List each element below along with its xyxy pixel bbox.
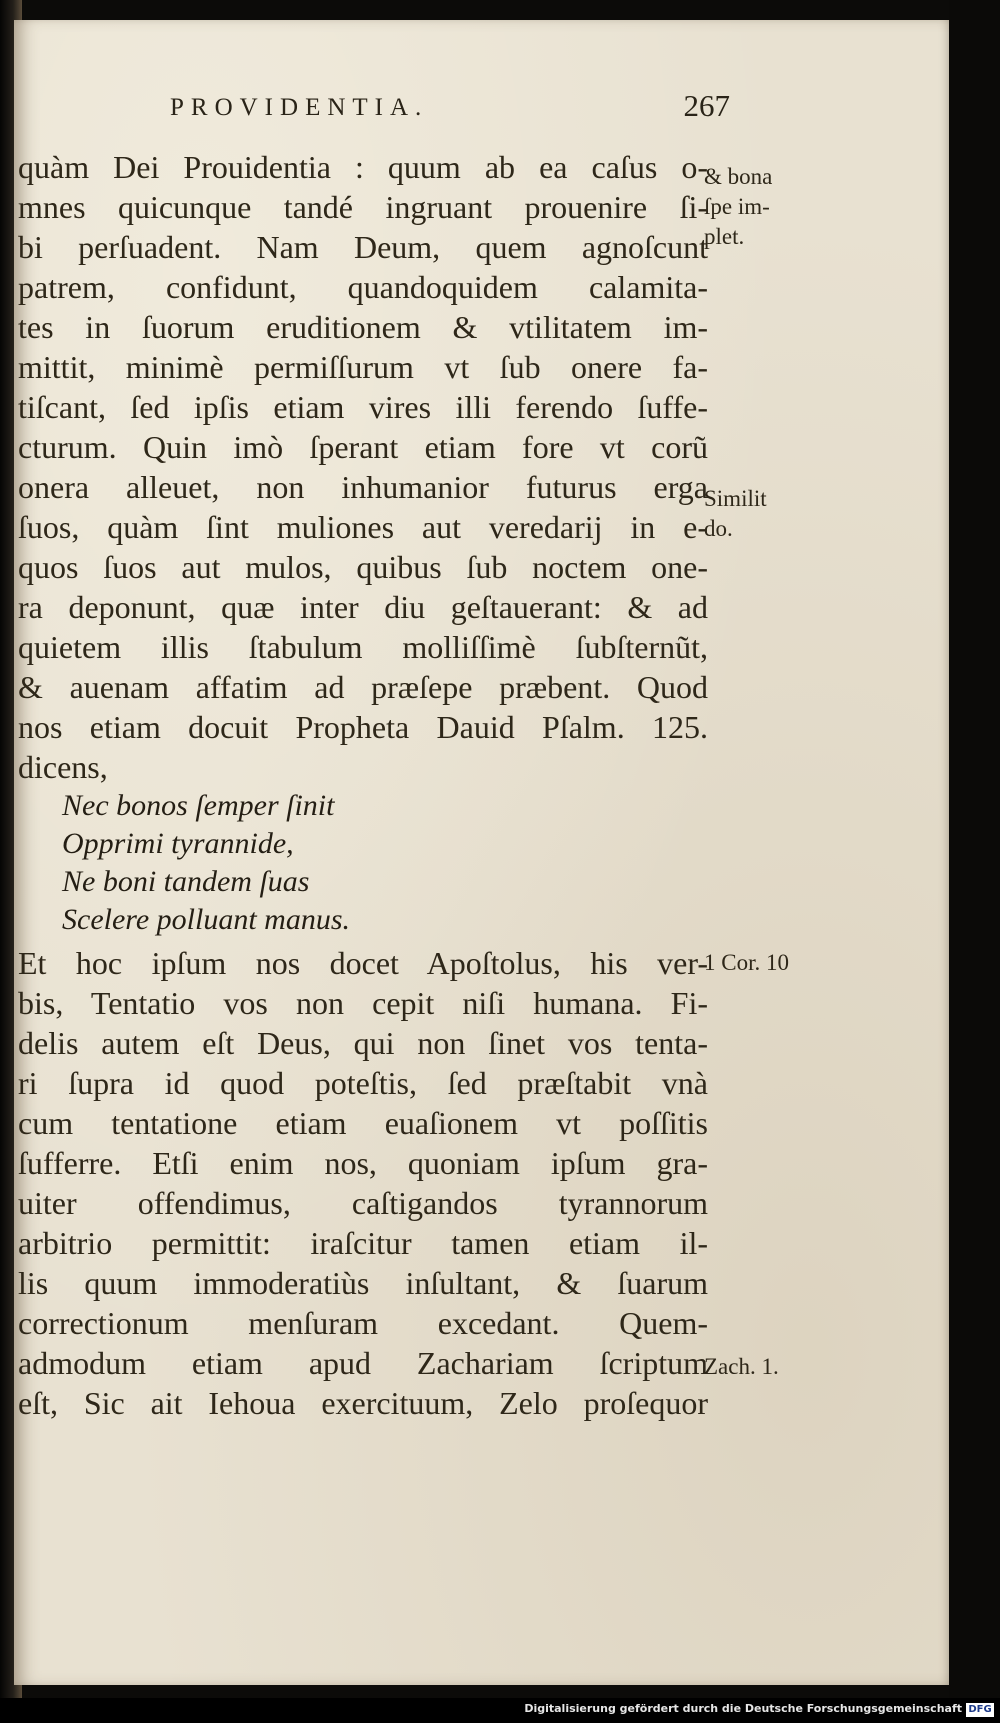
- page-header: [170, 88, 730, 134]
- text-line: Et hoc ipſum nos docet Apoſtolus, his ver-: [18, 945, 708, 981]
- marginal-note-line: do.: [704, 516, 733, 541]
- text-line: tiſcant, ſed ipſis etiam vires illi ferendo ſuffe-: [18, 389, 708, 425]
- marginal-note: [704, 484, 814, 544]
- text-line: ſufferre. Etſi enim nos, quoniam ipſum gra-: [18, 1145, 708, 1181]
- text-line: mittit, minimè permiſſurum vt ſub onere fa-: [18, 349, 708, 385]
- text-line: admodum etiam apud Zachariam ſcriptum: [18, 1345, 708, 1381]
- funding-credit: Digitalisierung gefördert durch die Deutsche Forschungsgemeinschaft: [524, 1702, 962, 1715]
- text-line: arbitrio permittit: iraſcitur tamen etiam il-: [18, 1225, 708, 1261]
- verse-line: Scelere polluant manus.: [62, 903, 351, 936]
- marginal-note: [704, 1352, 814, 1382]
- text-line: eſt, Sic ait Iehoua exercituum, Zelo proſequor: [18, 1385, 708, 1421]
- text-line: & auenam affatim ad præſepe præbent. Quod: [18, 669, 708, 705]
- text-line: cturum. Quin imò ſperant etiam fore vt corũ: [18, 429, 708, 465]
- marginal-note-line: plet.: [704, 224, 745, 249]
- text-line: ra deponunt, quæ inter diu geſtauerant: & ad: [18, 589, 708, 625]
- text-line: uiter offendimus, caſtigandos tyrannorum: [18, 1185, 708, 1221]
- text-line: ſuos, quàm ſint muliones aut veredarij in e-: [18, 509, 708, 545]
- text-line: quos ſuos aut mulos, quibus ſub noctem one-: [18, 549, 708, 585]
- text-line: onera alleuet, non inhumanior futurus erga: [18, 469, 708, 505]
- digitization-footer: [0, 1698, 1000, 1723]
- text-line: quietem illis ſtabulum molliſſimè ſubſternũt,: [18, 629, 708, 665]
- text-line: cum tentatione etiam euaſionem vt poſſitis: [18, 1105, 708, 1141]
- verse-line: Nec bonos ſemper ſinit: [62, 789, 335, 822]
- text-line: bi perſuadent. Nam Deum, quem agnoſcunt: [18, 229, 708, 265]
- text-line: tes in ſuorum eruditionem & vtilitatem im-: [18, 309, 708, 345]
- marginal-note-line: & bona: [704, 164, 773, 189]
- running-head: PROVIDENTIA.: [170, 94, 429, 121]
- dfg-logo: DFG: [966, 1703, 994, 1717]
- marginal-note-line: Zach. 1.: [704, 1354, 779, 1379]
- verse-line: Opprimi tyrannide,: [62, 827, 294, 860]
- marginal-note: [704, 162, 814, 252]
- text-line: nos etiam docuit Propheta Dauid Pſalm. 125.: [18, 709, 708, 745]
- verse-line: Ne boni tandem ſuas: [62, 865, 310, 898]
- text-line: bis, Tentatio vos non cepit niſi humana. Fi-: [18, 985, 708, 1021]
- text-line: dicens,: [18, 749, 108, 785]
- main-text-block: [18, 147, 708, 1423]
- text-line: patrem, confidunt, quandoquidem calamita-: [18, 269, 708, 305]
- page-number: 267: [683, 88, 730, 123]
- text-line: quàm Dei Prouidentia : quum ab ea caſus o-: [18, 149, 708, 185]
- text-line: ri ſupra id quod poteſtis, ſed præſtabit vnà: [18, 1065, 708, 1101]
- scan-right-border: [949, 0, 1000, 1723]
- marginal-note-line: 1 Cor. 10: [704, 950, 789, 975]
- text-line: correctionum menſuram excedant. Quem-: [18, 1305, 708, 1341]
- text-line: delis autem eſt Deus, qui non ſinet vos tenta-: [18, 1025, 708, 1061]
- marginal-note-line: Similit: [704, 486, 767, 511]
- marginal-note: [704, 948, 814, 978]
- text-line: lis quum immoderatiùs inſultant, & ſuarum: [18, 1265, 708, 1301]
- text-line: mnes quicunque tandé ingruant prouenire ſi-: [18, 189, 708, 225]
- marginal-note-line: ſpe im-: [704, 194, 770, 219]
